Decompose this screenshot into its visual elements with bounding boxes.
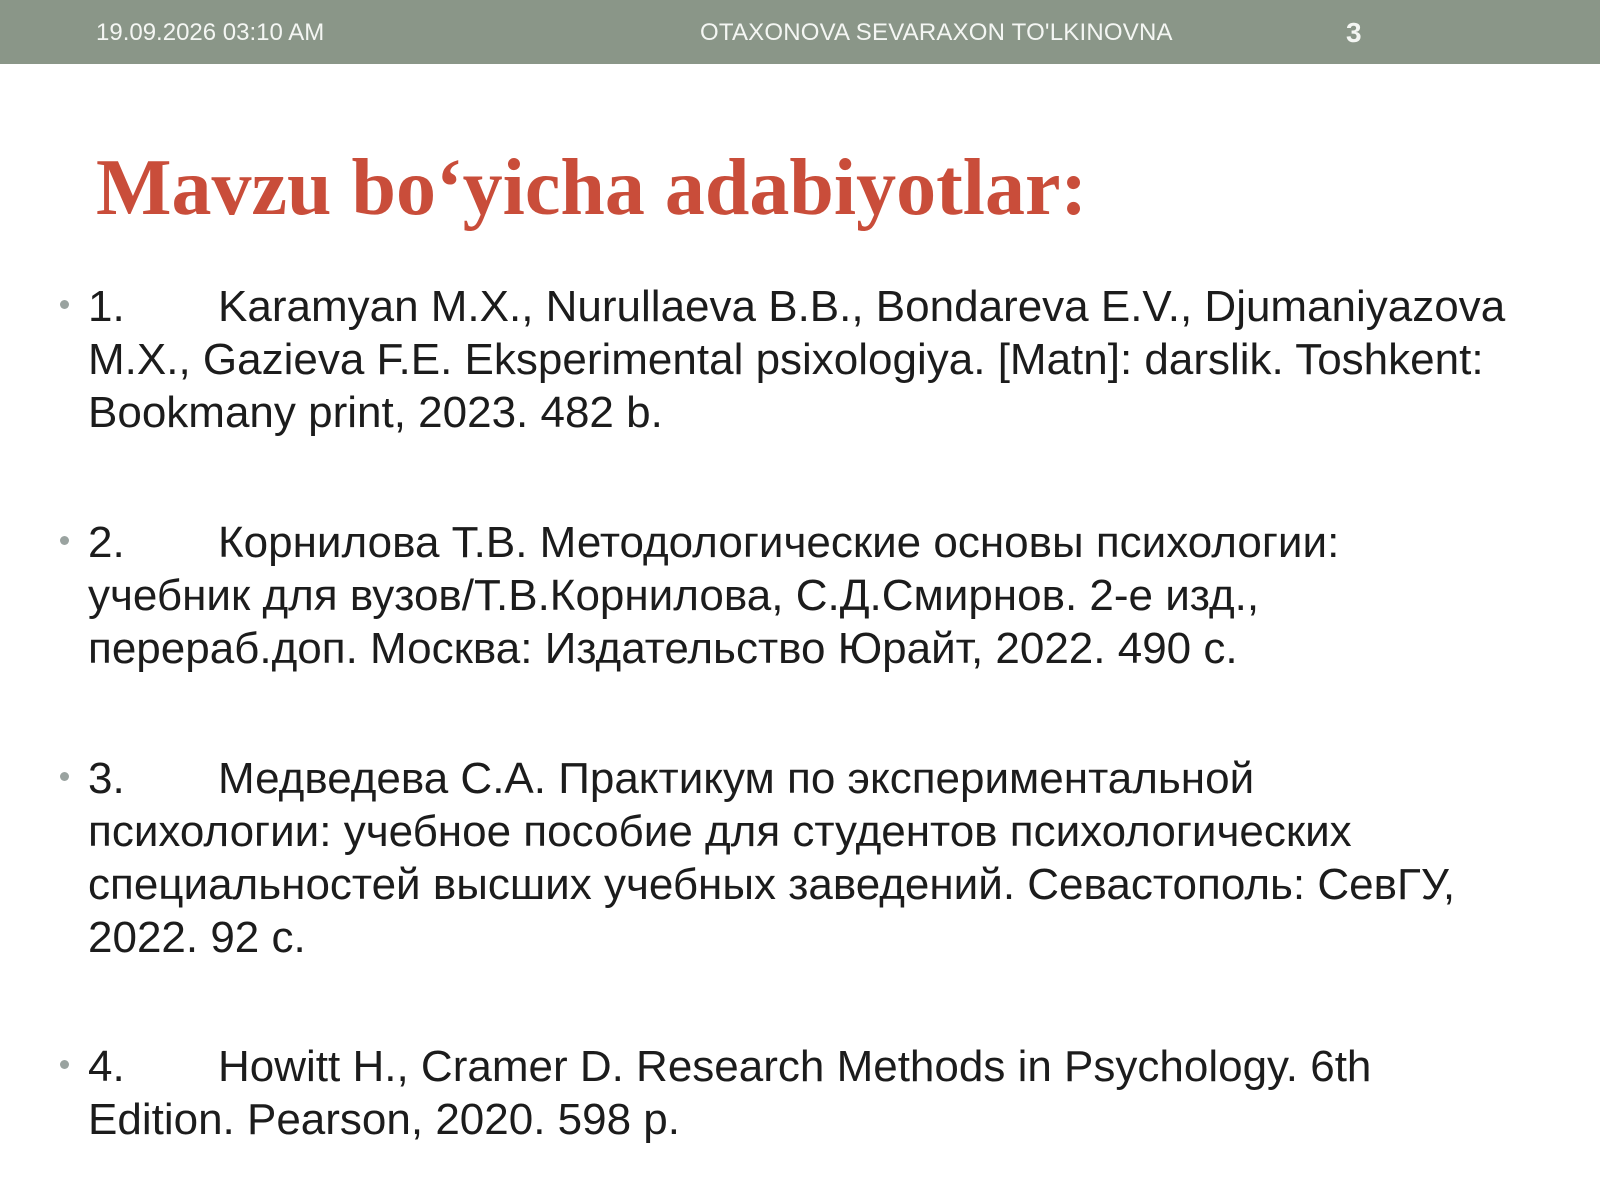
reference-number: 1. [88, 282, 125, 331]
reference-text: Howitt H., Cramer D. Research Methods in Psychology. 6th Edition. Pearson, 2020. 598 p. [88, 1042, 1372, 1144]
reference-text: Медведева С.А. Практикум по экспериментальной психологии: учебное пособие для студентов психологических специальностей высших учебных заведений. Севастополь: СевГУ, 2022. 92 с. [88, 754, 1456, 962]
bullet-icon [60, 1060, 69, 1069]
slide-title: Mavzu bo‘yicha adabiyotlar: [96, 144, 1088, 232]
bullet-icon [60, 772, 69, 781]
reference-item-4 [88, 1040, 1508, 1146]
header-date: 19.09.2026 03:10 AM [96, 19, 325, 46]
reference-item-1 [88, 280, 1508, 439]
reference-text: Корнилова Т.В. Методологические основы психологии: учебник для вузов/Т.В.Корнилова, С.Д.Смирнов. 2-е изд., перераб.доп. Москва: Издательство Юрайт, 2022. 490 с. [88, 518, 1340, 673]
reference-number: 2. [88, 518, 125, 567]
bullet-icon [60, 300, 69, 309]
reference-number: 3. [88, 754, 125, 803]
reference-text: Karamyan M.X., Nurullaeva B.B., Bondareva E.V., Djumaniyazova M.X., Gazieva F.E. Eksperimental psixologiya. [Matn]: darslik. Toshkent: Bookmany print, 2023. 482 b. [88, 282, 1506, 437]
reference-item-3 [88, 752, 1508, 964]
bullet-icon [60, 536, 69, 545]
slide-page-number: 3 [1346, 17, 1362, 48]
slide-header-bar [0, 0, 1600, 64]
header-author: OTAXONOVA SEVARAXON TO'LKINOVNA [700, 19, 1173, 46]
reference-item-2 [88, 516, 1508, 675]
reference-number: 4. [88, 1042, 125, 1091]
